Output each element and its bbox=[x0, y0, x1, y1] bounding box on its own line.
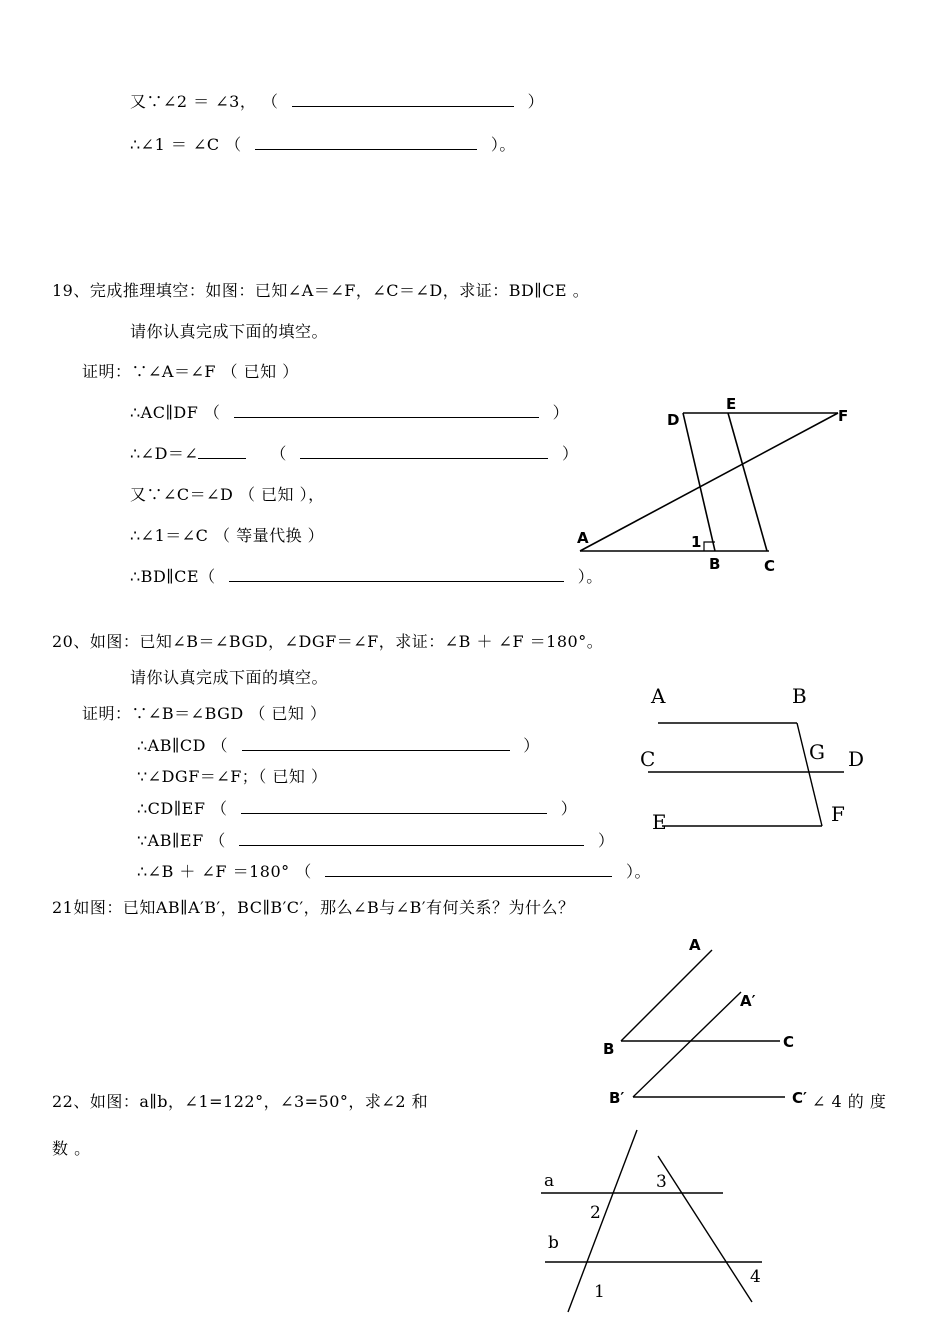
q19-intro: 请你认真完成下面的填空。 bbox=[130, 322, 329, 341]
label-angle-1: 1 bbox=[691, 533, 702, 551]
label-a: A bbox=[651, 684, 666, 708]
label-b: B bbox=[792, 684, 807, 708]
label-c: C bbox=[783, 1033, 795, 1051]
label-d: D bbox=[848, 747, 865, 771]
label-f: F bbox=[838, 407, 849, 425]
top-line-2-close: ）。 bbox=[490, 135, 516, 154]
q22-title-continued: 数 。 bbox=[52, 1139, 91, 1158]
q19-step-2-text: ∴∠D＝∠ bbox=[130, 444, 199, 463]
label-line-a: a bbox=[544, 1171, 555, 1191]
label-c: C bbox=[764, 557, 776, 575]
label-f: F bbox=[831, 802, 845, 826]
label-e: E bbox=[652, 810, 667, 834]
q20-step-3-text: ∴CD∥EF （ bbox=[137, 799, 228, 818]
q20-title: 20、如图：已知∠B＝∠BGD，∠DGF＝∠F，求证：∠B ＋ ∠F ＝180°。 bbox=[52, 632, 604, 651]
top-line-1-text: 又∵∠2 ＝ ∠3， （ bbox=[130, 92, 279, 111]
q19-proof-start: 证明：∵∠A＝∠F （ 已知 ） bbox=[82, 362, 299, 381]
label-a: A bbox=[689, 936, 701, 954]
q20-intro: 请你认真完成下面的填空。 bbox=[130, 668, 329, 687]
q20-step-4-close: ） bbox=[597, 831, 615, 850]
q20-step-1-text: ∴AB∥CD （ bbox=[137, 736, 229, 755]
label-angle-2: 2 bbox=[590, 1203, 601, 1223]
q20-step-2: ∵∠DGF＝∠F；（ 已知 ） bbox=[137, 767, 328, 786]
q19-step-1-close: ） bbox=[552, 403, 570, 422]
label-angle-3: 3 bbox=[656, 1172, 667, 1192]
label-b-prime: B′ bbox=[609, 1089, 625, 1107]
label-e: E bbox=[726, 395, 737, 413]
label-b: B bbox=[709, 555, 721, 573]
q19-title: 19、完成推理填空：如图：已知∠A＝∠F，∠C＝∠D，求证：BD∥CE 。 bbox=[52, 281, 590, 300]
q20-step-4-text: ∵AB∥EF （ bbox=[137, 831, 226, 850]
q19-step-3: 又∵∠C＝∠D （ 已知 ）， bbox=[130, 485, 325, 504]
top-line-2-text: ∴∠1 ＝ ∠C （ bbox=[130, 135, 242, 154]
q19-step-1-text: ∴AC∥DF （ bbox=[130, 403, 221, 422]
q20-proof-start: 证明：∵∠B＝∠BGD （ 已知 ） bbox=[82, 704, 327, 723]
label-b: B bbox=[603, 1040, 615, 1058]
label-angle-1: 1 bbox=[594, 1282, 605, 1302]
q19-step-5-text: ∴BD∥CE（ bbox=[130, 567, 216, 586]
transversal-right bbox=[658, 1156, 752, 1302]
label-c: C bbox=[640, 747, 656, 771]
q21-title: 21如图：已知AB∥A′B′，BC∥B′C′，那么∠B与∠B′有何关系？为什么？ bbox=[52, 898, 575, 917]
label-c-prime: C′ bbox=[792, 1089, 807, 1107]
q19-step-5-close: ）。 bbox=[577, 567, 603, 586]
top-line-1-close: ） bbox=[527, 92, 545, 111]
q22-title-right: ∠ 4 的 度 bbox=[812, 1092, 887, 1111]
label-g: G bbox=[809, 740, 825, 764]
q19-step-2-open: （ bbox=[270, 444, 287, 463]
q20-step-1-close: ） bbox=[523, 736, 540, 755]
q20-step-5-text: ∴∠B ＋ ∠F ＝180° （ bbox=[137, 862, 312, 881]
q20-step-5-close: ）。 bbox=[625, 862, 651, 881]
q20-step-3-close: ） bbox=[560, 799, 578, 818]
label-a: A bbox=[577, 529, 589, 547]
q19-step-4: ∴∠1＝∠C （ 等量代换 ） bbox=[130, 526, 325, 545]
label-line-b: b bbox=[548, 1233, 559, 1253]
q22-title: 22、如图：a∥b，∠1=122°，∠3=50°，求∠2 和 bbox=[52, 1092, 429, 1111]
label-angle-4: 4 bbox=[750, 1267, 761, 1287]
q19-step-2-close: ） bbox=[562, 444, 579, 463]
label-d: D bbox=[667, 411, 680, 429]
label-a-prime: A′ bbox=[740, 992, 756, 1010]
